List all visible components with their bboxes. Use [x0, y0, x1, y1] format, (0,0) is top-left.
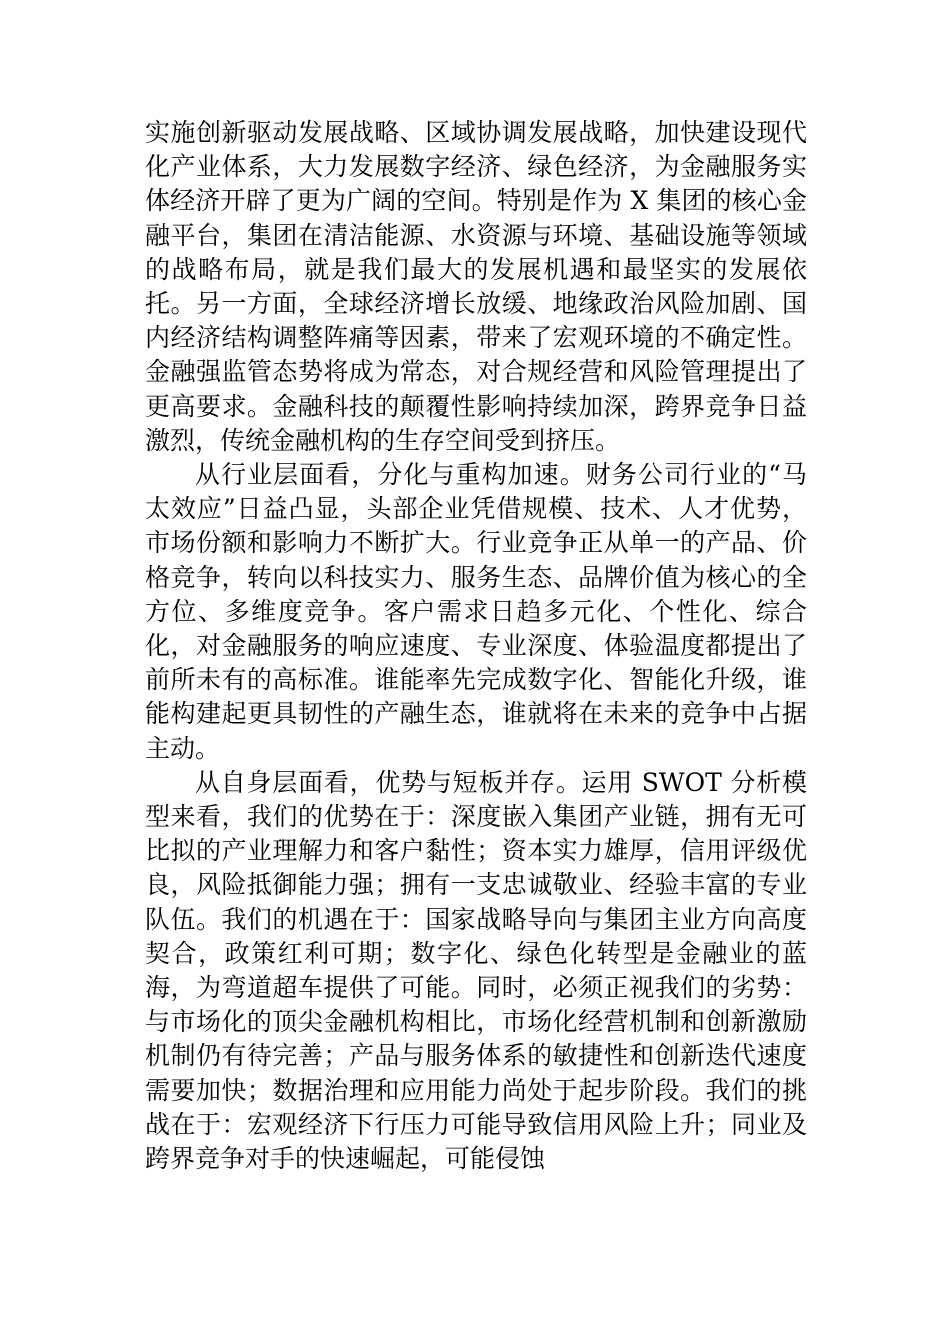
paragraph-macro-environment: 实施创新驱动发展战略、区域协调发展战略，加快建设现代化产业体系，大力发展数字经济、绿色经济，为金融服务实体经济开辟了更为广阔的空间。特别是作为 X 集团的核心金融平台，集团在清洁能源、水资源与环境、基础设施等领域的战略布局，就是我们最大的发展机遇和最坚实的发展依托。另一方面，全球经济增长放缓、地缘政治风险加剧、国内经济结构调整阵痛等因素，带来了宏观环境的不确定性。金融强监管态势将成为常态，对合规经营和风险管理提出了更高要求。金融科技的颠覆性影响持续加深，跨界竞争日益激烈，传统金融机构的生存空间受到挤压。 — [145, 118, 807, 455]
paragraph-self-swot: 从自身层面看，优势与短板并存。运用 SWOT 分析模型来看，我们的优势在于：深度嵌入集团产业链，拥有无可比拟的产业理解力和客户黏性；资本实力雄厚，信用评级优良，风险抵御能力强；拥有一支忠诚敬业、经验丰富的专业队伍。我们的机遇在于：国家战略导向与集团主业方向高度契合，政策红利可期；数字化、绿色化转型是金融业的蓝海，为弯道超车提供了可能。同时，必须正视我们的劣势：与市场化的顶尖金融机构相比，市场化经营机制和创新激励机制仍有待完善；产品与服务体系的敏捷性和创新迭代速度需要加快；数据治理和应用能力尚处于起步阶段。我们的挑战在于：宏观经济下行压力可能导致信用风险上升；同业及跨界竞争对手的快速崛起，可能侵蚀 — [145, 767, 807, 1174]
paragraph-industry-level: 从行业层面看，分化与重构加速。财务公司行业的“马太效应”日益凸显，头部企业凭借规模、技术、人才优势，市场份额和影响力不断扩大。行业竞争正从单一的产品、价格竞争，转向以科技实力、服务生态、品牌价值为核心的全方位、多维度竞争。客户需求日趋多元化、个性化、综合化，对金融服务的响应速度、专业深度、体验温度都提出了前所未有的高标准。谁能率先完成数字化、智能化升级，谁能构建起更具韧性的产融生态，谁就将在未来的竞争中占据主动。 — [145, 460, 807, 763]
document-body — [145, 116, 807, 1176]
